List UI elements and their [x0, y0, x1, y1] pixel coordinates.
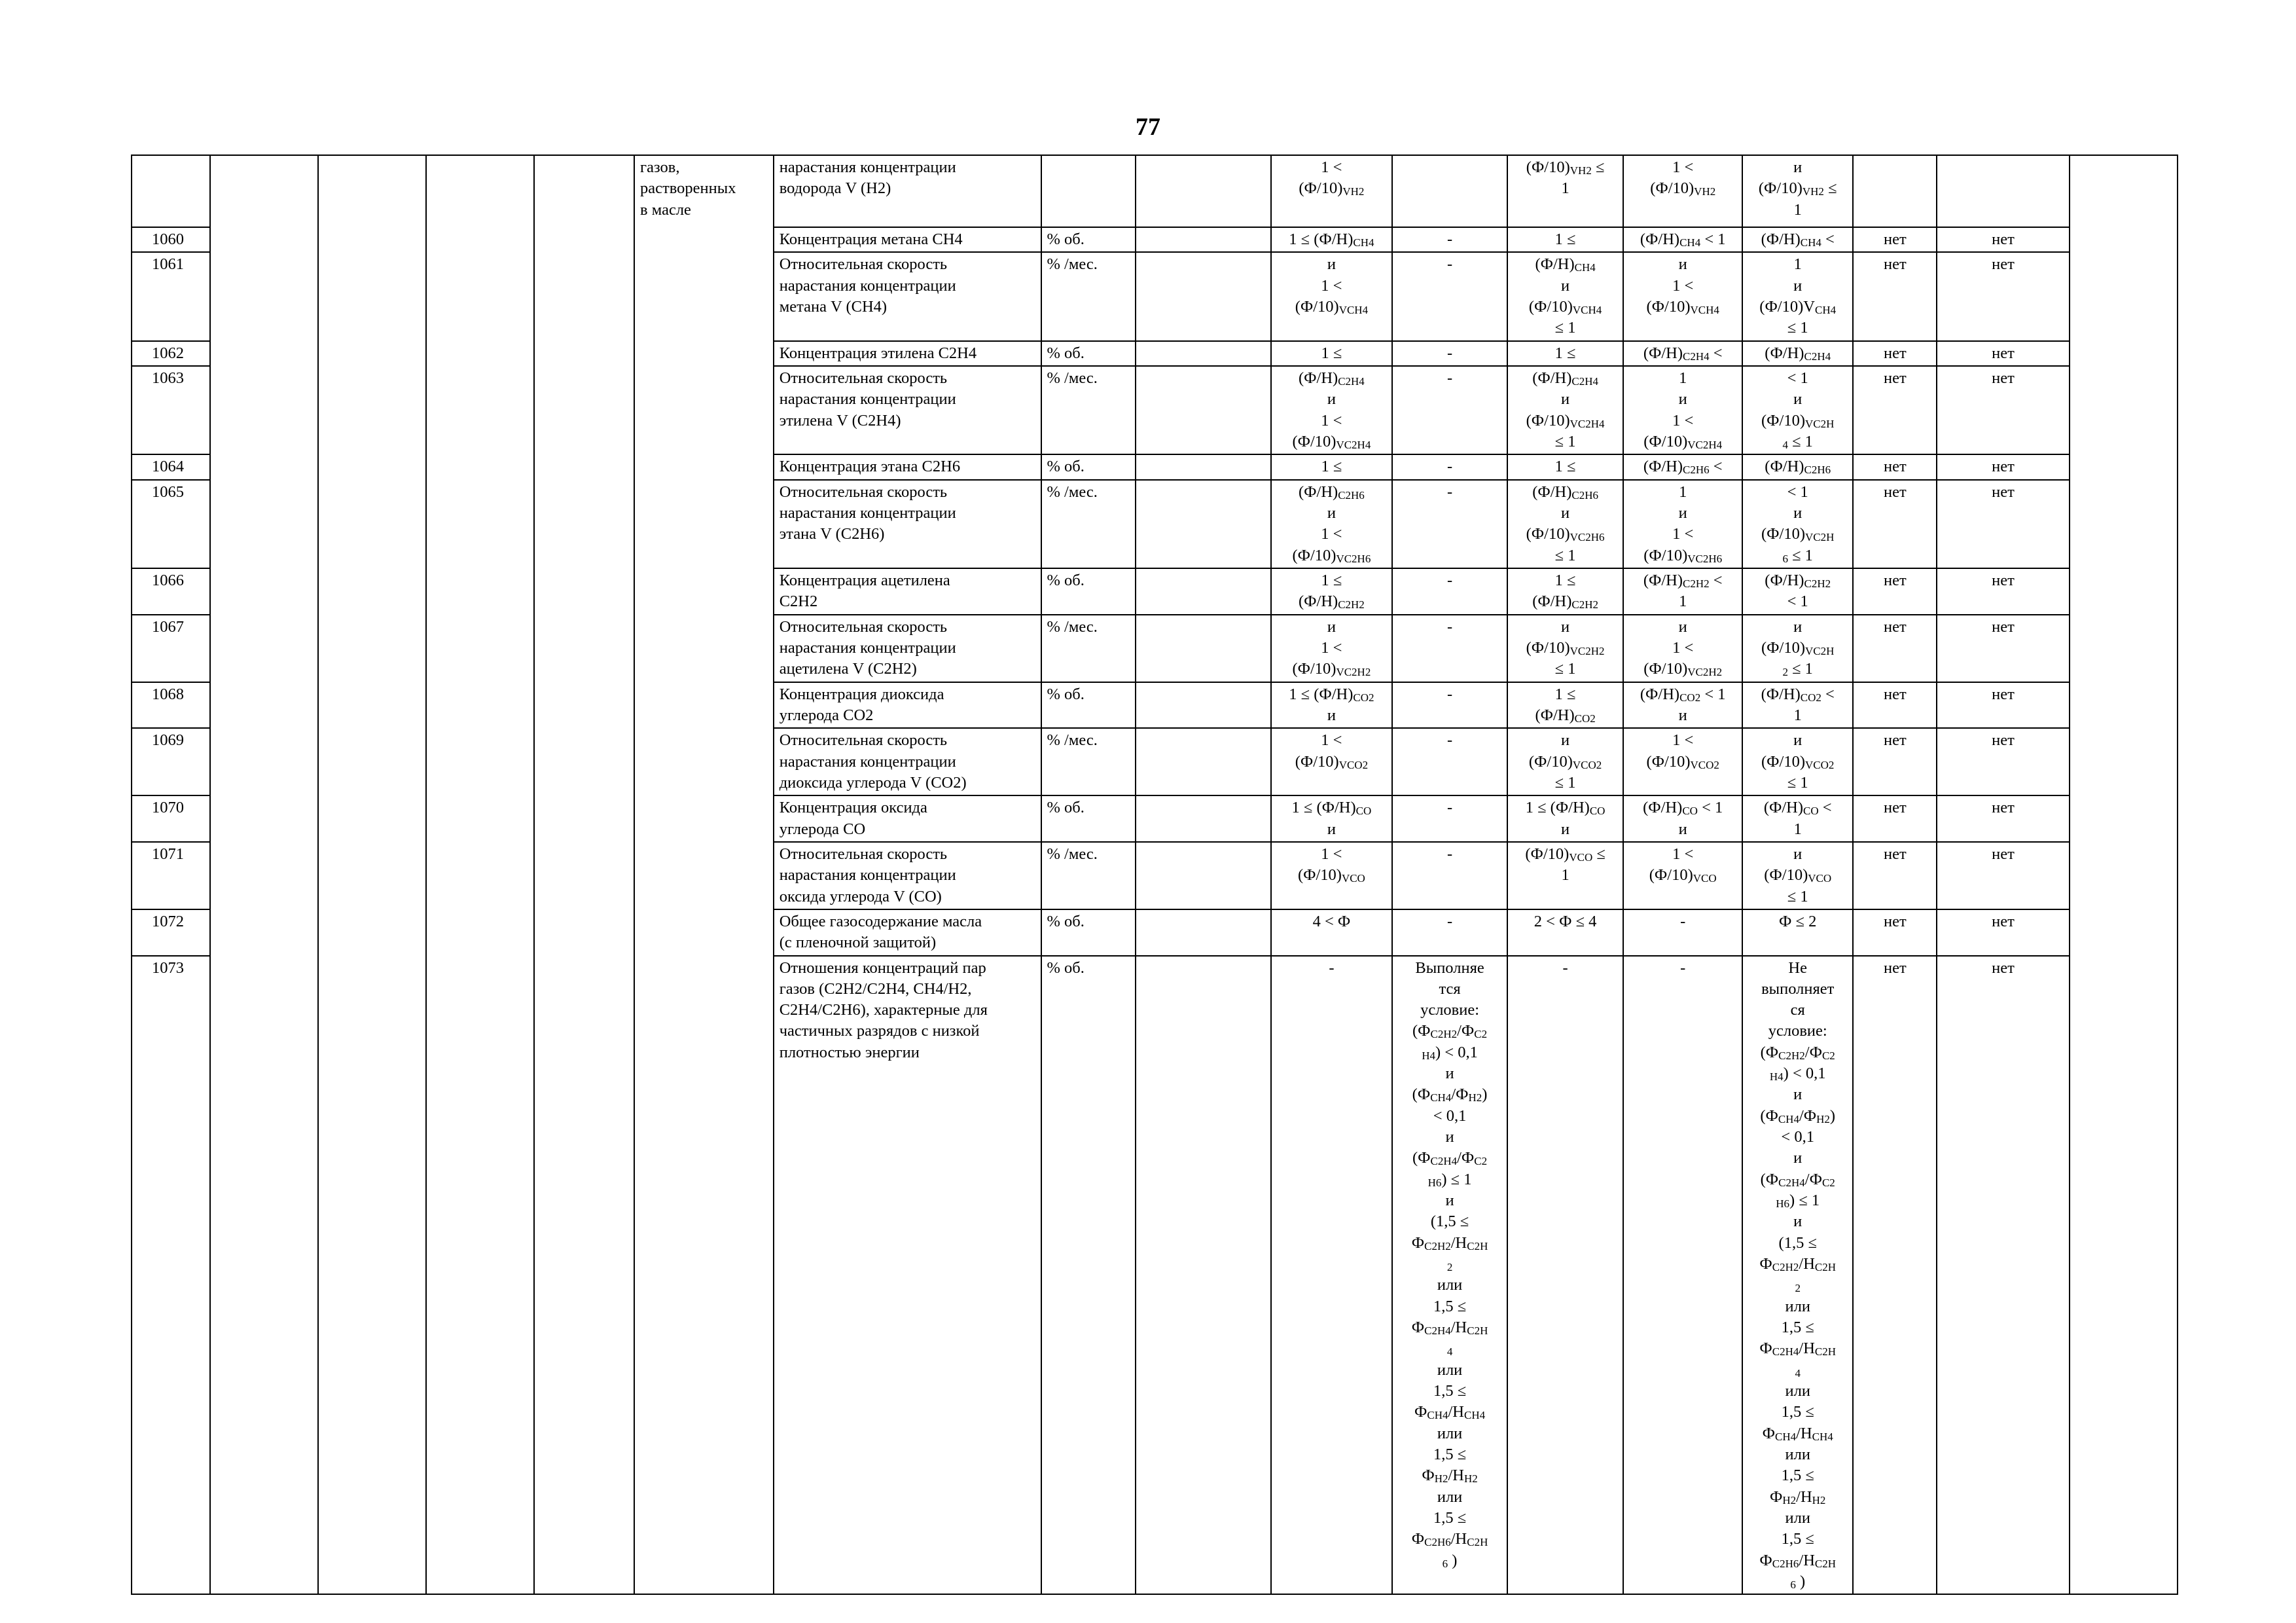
- flag-cell: нет: [1937, 795, 2069, 842]
- alarm-range-cell: -: [1271, 956, 1393, 1595]
- range-cell: $(Ф/Н)_{C2H2}$ < 1: [1623, 568, 1742, 615]
- alarm-range-cell: $1 \le (Ф/Н)_{CO}$ и: [1271, 795, 1393, 842]
- threshold-cell: $(Ф/10)_{VCO}$ ≤ 1: [1507, 842, 1624, 909]
- alarm-range-cell: $1 \le (Ф/Н)_{CO2}$ и: [1271, 682, 1393, 729]
- flag-cell: нет: [1937, 227, 2069, 252]
- alarm-range-cell: $1 \le (Ф/Н)_{CH4}$: [1271, 227, 1393, 252]
- parameters-table: [131, 155, 2178, 1595]
- row-number-cell: 1073: [132, 956, 210, 1595]
- condition-cell: -: [1392, 682, 1507, 729]
- flag-cell: нет: [1937, 341, 2069, 366]
- table-cell: [1136, 252, 1270, 340]
- parameter-cell: Концентрация ацетилена С2Н2: [774, 568, 1041, 615]
- threshold-cell: $(Ф/10)_{VH2}$ ≤ 1: [1507, 155, 1624, 227]
- row-number-cell: 1068: [132, 682, 210, 729]
- flag-cell: нет: [1937, 252, 2069, 340]
- unit-cell: % /мес.: [1041, 366, 1136, 454]
- table-cell: [1853, 155, 1937, 227]
- condition-cell: -: [1392, 615, 1507, 682]
- flag-cell: нет: [1853, 568, 1937, 615]
- table-cell: [1136, 227, 1270, 252]
- condition-cell: Выполняе тся условие: ($Ф_{C2H2}/Ф_{C2}$ $_{H4}$) < 0,1 и $(Ф_{CH4}/Ф_{H2})$ < 0,1 и ($Ф_{C2H4}/Ф_{C2}$ $_{H6}$) ≤ 1 и (1,5 ≤ $Ф_{C2H2}/Н_{C2H}$ $_2$ или 1,5 ≤ $Ф_{C2H4}/Н_{C2H}$ $_4$ или 1,5 ≤ $Ф_{CH4}/Н_{CH4}$ или 1,5 ≤ $Ф_{H2}/Н_{H2}$ или 1,5 ≤ $Ф_{C2H6}/Н_{C2H}$ $_6$ ): [1392, 956, 1507, 1595]
- row-number-cell: 1063: [132, 366, 210, 454]
- parameter-cell: Концентрация этилена С2Н4: [774, 341, 1041, 366]
- flag-cell: нет: [1937, 480, 2069, 568]
- flag-cell: нет: [1937, 909, 2069, 956]
- parameter-cell: Общее газосодержание масла (с пленочной защитой): [774, 909, 1041, 956]
- alarm-range-cell: 1 < $(Ф/10)_{VCO}$: [1271, 842, 1393, 909]
- unit-cell: % об.: [1041, 909, 1136, 956]
- normal-range-cell: $(Ф/Н)_{CO2}$ < 1: [1742, 682, 1853, 729]
- normal-range-cell: Ф ≤ 2: [1742, 909, 1853, 956]
- parameter-cell: Относительная скорость нарастания концентрации ацетилена V (С2Н2): [774, 615, 1041, 682]
- row-number-cell: 1069: [132, 728, 210, 795]
- range-cell: $(Ф/Н)_{CO2} < 1$ и: [1623, 682, 1742, 729]
- normal-range-cell: и $(Ф/10)_{VC2H}$ $_2$ ≤ 1: [1742, 615, 1853, 682]
- alarm-range-cell: 1 ≤ $(Ф/Н)_{C2H2}$: [1271, 568, 1393, 615]
- flag-cell: нет: [1853, 842, 1937, 909]
- table-cell: [1136, 728, 1270, 795]
- flag-cell: нет: [1853, 956, 1937, 1595]
- condition-cell: -: [1392, 842, 1507, 909]
- table-cell: [1392, 155, 1507, 227]
- row-number-cell: 1070: [132, 795, 210, 842]
- condition-cell: -: [1392, 795, 1507, 842]
- normal-range-cell: и $(Ф/10)_{VCO2}$ ≤ 1: [1742, 728, 1853, 795]
- row-number-cell: 1067: [132, 615, 210, 682]
- flag-cell: нет: [1937, 842, 2069, 909]
- table-cell: [1136, 341, 1270, 366]
- unit-cell: % об.: [1041, 795, 1136, 842]
- parameter-cell: Отношения концентраций пар газов (С2Н2/С2Н4, СН4/Н2, С2Н4/С2Н6), характерные для частичных разрядов с низкой плотностью энергии: [774, 956, 1041, 1595]
- range-cell: 1 и 1 < $(Ф/10)_{VC2H6}$: [1623, 480, 1742, 568]
- condition-cell: -: [1392, 341, 1507, 366]
- range-cell: -: [1623, 956, 1742, 1595]
- flag-cell: нет: [1853, 682, 1937, 729]
- normal-range-cell: и $(Ф/10)_{VCO}$ ≤ 1: [1742, 842, 1853, 909]
- unit-cell: [1041, 155, 1136, 227]
- threshold-cell: 1 ≤: [1507, 454, 1624, 479]
- threshold-cell: $(Ф/Н)_{CH4}$ и $(Ф/10)_{VCH4}$ ≤ 1: [1507, 252, 1624, 340]
- table-cell: [1136, 366, 1270, 454]
- category-cell: газов, растворенных в масле: [634, 155, 774, 1594]
- table-cell: [1136, 909, 1270, 956]
- flag-cell: нет: [1937, 728, 2069, 795]
- unit-cell: % об.: [1041, 682, 1136, 729]
- normal-range-cell: $(Ф/Н)_{CH4}$ <: [1742, 227, 1853, 252]
- threshold-cell: 1 ≤: [1507, 227, 1624, 252]
- unit-cell: % об.: [1041, 568, 1136, 615]
- row-number-cell: 1060: [132, 227, 210, 252]
- parameter-cell: Концентрация этана С2Н6: [774, 454, 1041, 479]
- threshold-cell: и $(Ф/10)_{VC2H2}$ ≤ 1: [1507, 615, 1624, 682]
- row-number-cell: 1066: [132, 568, 210, 615]
- flag-cell: нет: [1937, 956, 2069, 1595]
- table-cell: [1136, 615, 1270, 682]
- threshold-cell: 1 ≤ $(Ф/Н)_{C2H2}$: [1507, 568, 1624, 615]
- normal-range-cell: и $(Ф/10)_{VH2}$ ≤ 1: [1742, 155, 1853, 227]
- row-number-cell: 1071: [132, 842, 210, 909]
- normal-range-cell: $(Ф/Н)_{C2H6}$: [1742, 454, 1853, 479]
- table-row: [132, 155, 2178, 227]
- flag-cell: нет: [1853, 252, 1937, 340]
- normal-range-cell: Не выполняет ся условие: ($Ф_{C2H2}/Ф_{C2}$ $_{H4}$) < 0,1 и $(Ф_{CH4}/Ф_{H2})$ < 0,1 и ($Ф_{C2H4}/Ф_{C2}$ $_{H6}$) ≤ 1 и (1,5 ≤ $Ф_{C2H2}/Н_{C2H}$ $_2$ или 1,5 ≤ $Ф_{C2H4}/Н_{C2H}$ $_4$ или 1,5 ≤ $Ф_{CH4}/Н_{CH4}$ или 1,5 ≤ $Ф_{H2}/Н_{H2}$ или 1,5 ≤ $Ф_{C2H6}/Н_{C2H}$ $_6$ ): [1742, 956, 1853, 1595]
- table-cell: [2070, 155, 2178, 1594]
- table-cell: [1136, 155, 1270, 227]
- flag-cell: нет: [1937, 454, 2069, 479]
- unit-cell: % /мес.: [1041, 842, 1136, 909]
- condition-cell: -: [1392, 366, 1507, 454]
- flag-cell: нет: [1937, 568, 2069, 615]
- table-cell: [318, 155, 426, 1594]
- flag-cell: нет: [1853, 728, 1937, 795]
- table-cell: [132, 155, 210, 227]
- normal-range-cell: $(Ф/Н)_{C2H2}$ < 1: [1742, 568, 1853, 615]
- range-cell: -: [1623, 909, 1742, 956]
- alarm-range-cell: и 1 < $(Ф/10)_{VCH4}$: [1271, 252, 1393, 340]
- table-cell: [534, 155, 634, 1594]
- range-cell: $(Ф/Н)_{C2H4}$ <: [1623, 341, 1742, 366]
- alarm-range-cell: $(Ф/Н)_{C2H6}$ и 1 < $(Ф/10)_{VC2H6}$: [1271, 480, 1393, 568]
- parameter-cell: Относительная скорость нарастания концентрации диоксида углерода V (СО2): [774, 728, 1041, 795]
- unit-cell: % об.: [1041, 341, 1136, 366]
- flag-cell: нет: [1853, 454, 1937, 479]
- normal-range-cell: $(Ф/Н)_{CO}$ < 1: [1742, 795, 1853, 842]
- range-cell: и 1 < $(Ф/10)_{VC2H2}$: [1623, 615, 1742, 682]
- row-number-cell: 1061: [132, 252, 210, 340]
- alarm-range-cell: $(Ф/Н)_{C2H4}$ и 1 < $(Ф/10)_{VC2H4}$: [1271, 366, 1393, 454]
- threshold-cell: $(Ф/Н)_{C2H4}$ и $(Ф/10)_{VC2H4}$ ≤ 1: [1507, 366, 1624, 454]
- parameter-cell: Относительная скорость нарастания концентрации метана V (СН4): [774, 252, 1041, 340]
- table-cell: [1136, 682, 1270, 729]
- alarm-range-cell: 1 < $(Ф/10)_{VH2}$: [1271, 155, 1393, 227]
- unit-cell: % /мес.: [1041, 252, 1136, 340]
- threshold-cell: $1 \le (Ф/Н)_{CO}$ и: [1507, 795, 1624, 842]
- flag-cell: нет: [1937, 366, 2069, 454]
- table-cell: [1136, 568, 1270, 615]
- normal-range-cell: < 1 и $(Ф/10)_{VC2H}$ $_4$ ≤ 1: [1742, 366, 1853, 454]
- normal-range-cell: 1 и $(Ф/10)V_{CH4}$ ≤ 1: [1742, 252, 1853, 340]
- range-cell: 1 и 1 < $(Ф/10)_{VC2H4}$: [1623, 366, 1742, 454]
- condition-cell: -: [1392, 909, 1507, 956]
- range-cell: 1 < $(Ф/10)_{VH2}$: [1623, 155, 1742, 227]
- flag-cell: нет: [1853, 227, 1937, 252]
- threshold-cell: 2 < Ф ≤ 4: [1507, 909, 1624, 956]
- alarm-range-cell: 4 < Ф: [1271, 909, 1393, 956]
- unit-cell: % /мес.: [1041, 480, 1136, 568]
- flag-cell: нет: [1853, 909, 1937, 956]
- unit-cell: % об.: [1041, 454, 1136, 479]
- condition-cell: -: [1392, 227, 1507, 252]
- alarm-range-cell: 1 < $(Ф/10)_{VCO2}$: [1271, 728, 1393, 795]
- range-cell: 1 < $(Ф/10)_{VCO}$: [1623, 842, 1742, 909]
- threshold-cell: 1 ≤: [1507, 341, 1624, 366]
- range-cell: $(Ф/Н)_{C2H6}$ <: [1623, 454, 1742, 479]
- alarm-range-cell: и 1 < $(Ф/10)_{VC2H2}$: [1271, 615, 1393, 682]
- flag-cell: нет: [1853, 615, 1937, 682]
- parameter-cell: Концентрация метана СН4: [774, 227, 1041, 252]
- row-number-cell: 1062: [132, 341, 210, 366]
- parameter-cell: Относительная скорость нарастания концентрации этилена V (С2Н4): [774, 366, 1041, 454]
- normal-range-cell: $(Ф/Н)_{C2H4}$: [1742, 341, 1853, 366]
- threshold-cell: и $(Ф/10)_{VCO2}$ ≤ 1: [1507, 728, 1624, 795]
- alarm-range-cell: 1 ≤: [1271, 341, 1393, 366]
- unit-cell: % об.: [1041, 227, 1136, 252]
- table-cell: [1136, 956, 1270, 1595]
- flag-cell: нет: [1853, 795, 1937, 842]
- range-cell: 1 < $(Ф/10)_{VCO2}$: [1623, 728, 1742, 795]
- threshold-cell: 1 ≤ $(Ф/Н)_{CO2}$: [1507, 682, 1624, 729]
- table-cell: [1136, 454, 1270, 479]
- parameter-cell: Относительная скорость нарастания концентрации этана V (С2Н6): [774, 480, 1041, 568]
- table-cell: [1136, 842, 1270, 909]
- range-cell: $(Ф/Н)_{CH4} < 1$: [1623, 227, 1742, 252]
- row-number-cell: 1072: [132, 909, 210, 956]
- range-cell: и 1 < $(Ф/10)_{VCH4}$: [1623, 252, 1742, 340]
- table-cell: [1136, 480, 1270, 568]
- table-cell: [1937, 155, 2069, 227]
- page-number: 77: [1136, 113, 1160, 141]
- row-number-cell: 1065: [132, 480, 210, 568]
- parameter-cell: нарастания концентрации водорода V (Н2): [774, 155, 1041, 227]
- condition-cell: -: [1392, 568, 1507, 615]
- row-number-cell: 1064: [132, 454, 210, 479]
- condition-cell: -: [1392, 454, 1507, 479]
- flag-cell: нет: [1853, 341, 1937, 366]
- table-cell: [210, 155, 318, 1594]
- table-cell: [426, 155, 534, 1594]
- threshold-cell: $(Ф/Н)_{C2H6}$ и $(Ф/10)_{VC2H6}$ ≤ 1: [1507, 480, 1624, 568]
- table-cell: [1136, 795, 1270, 842]
- unit-cell: % /мес.: [1041, 728, 1136, 795]
- condition-cell: -: [1392, 480, 1507, 568]
- flag-cell: нет: [1937, 682, 2069, 729]
- threshold-cell: -: [1507, 956, 1624, 1595]
- unit-cell: % /мес.: [1041, 615, 1136, 682]
- flag-cell: нет: [1937, 615, 2069, 682]
- normal-range-cell: < 1 и $(Ф/10)_{VC2H}$ $_6$ ≤ 1: [1742, 480, 1853, 568]
- condition-cell: -: [1392, 252, 1507, 340]
- flag-cell: нет: [1853, 480, 1937, 568]
- range-cell: $(Ф/Н)_{CO} < 1$ и: [1623, 795, 1742, 842]
- condition-cell: -: [1392, 728, 1507, 795]
- parameter-cell: Концентрация оксида углерода СО: [774, 795, 1041, 842]
- unit-cell: % об.: [1041, 956, 1136, 1595]
- parameter-cell: Концентрация диоксида углерода СО2: [774, 682, 1041, 729]
- alarm-range-cell: 1 ≤: [1271, 454, 1393, 479]
- flag-cell: нет: [1853, 366, 1937, 454]
- parameter-cell: Относительная скорость нарастания концентрации оксида углерода V (СО): [774, 842, 1041, 909]
